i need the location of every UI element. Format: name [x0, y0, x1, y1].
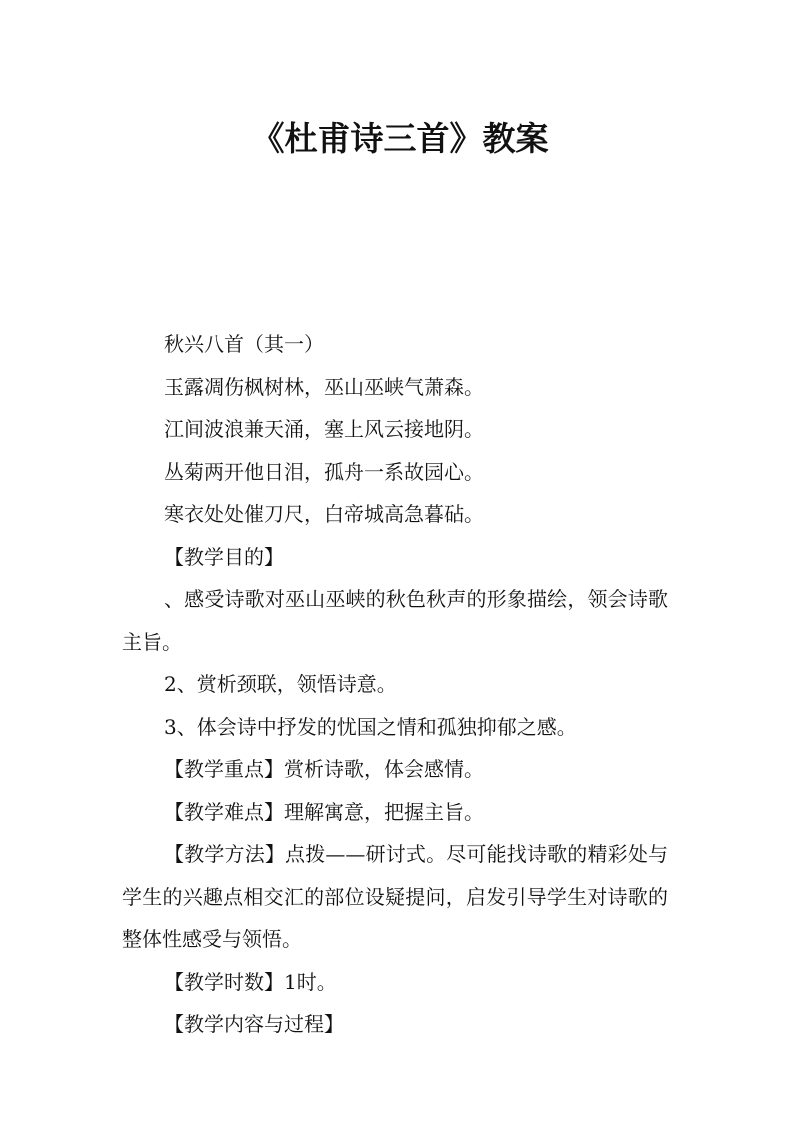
section-content-process: 【教学内容与过程】: [164, 1012, 344, 1036]
section-hours: 【教学时数】1时。: [164, 969, 337, 994]
objective-item: 、感受诗歌对巫山巫峡的秋色秋声的形象描绘，领会诗歌主旨。: [122, 587, 668, 654]
section-difficulties: 【教学难点】理解寓意，把握主旨。: [164, 799, 484, 824]
section-key-points: 【教学重点】赏析诗歌，体会感情。: [164, 757, 484, 781]
poem-line: 玉露凋伤枫树林，巫山巫峡气萧森。: [164, 374, 484, 399]
section-heading-objectives: 【教学目的】: [164, 544, 284, 569]
poem-heading: 秋兴八首（其一）: [164, 332, 324, 356]
poem-line: 寒衣处处催刀尺，白帝城高急暮砧。: [164, 502, 484, 526]
document-body: [122, 323, 668, 1046]
poem-line: 丛菊两开他日泪，孤舟一系故园心。: [164, 459, 484, 484]
objective-item: 3、体会诗中抒发的忧国之情和孤独抑郁之感。: [164, 714, 577, 739]
document-title: 《杜甫诗三首》教案: [251, 119, 549, 159]
poem-line: 江间波浪兼天涌，塞上风云接地阴。: [164, 417, 484, 441]
section-methods: 【教学方法】点拨——研讨式。尽可能找诗歌的精彩处与学生的兴趣点相交汇的部位设疑提问，启发引导学生对诗歌的整体性感受与领悟。: [122, 842, 668, 951]
objective-item: 2、赏析颈联，领悟诗意。: [164, 672, 397, 696]
